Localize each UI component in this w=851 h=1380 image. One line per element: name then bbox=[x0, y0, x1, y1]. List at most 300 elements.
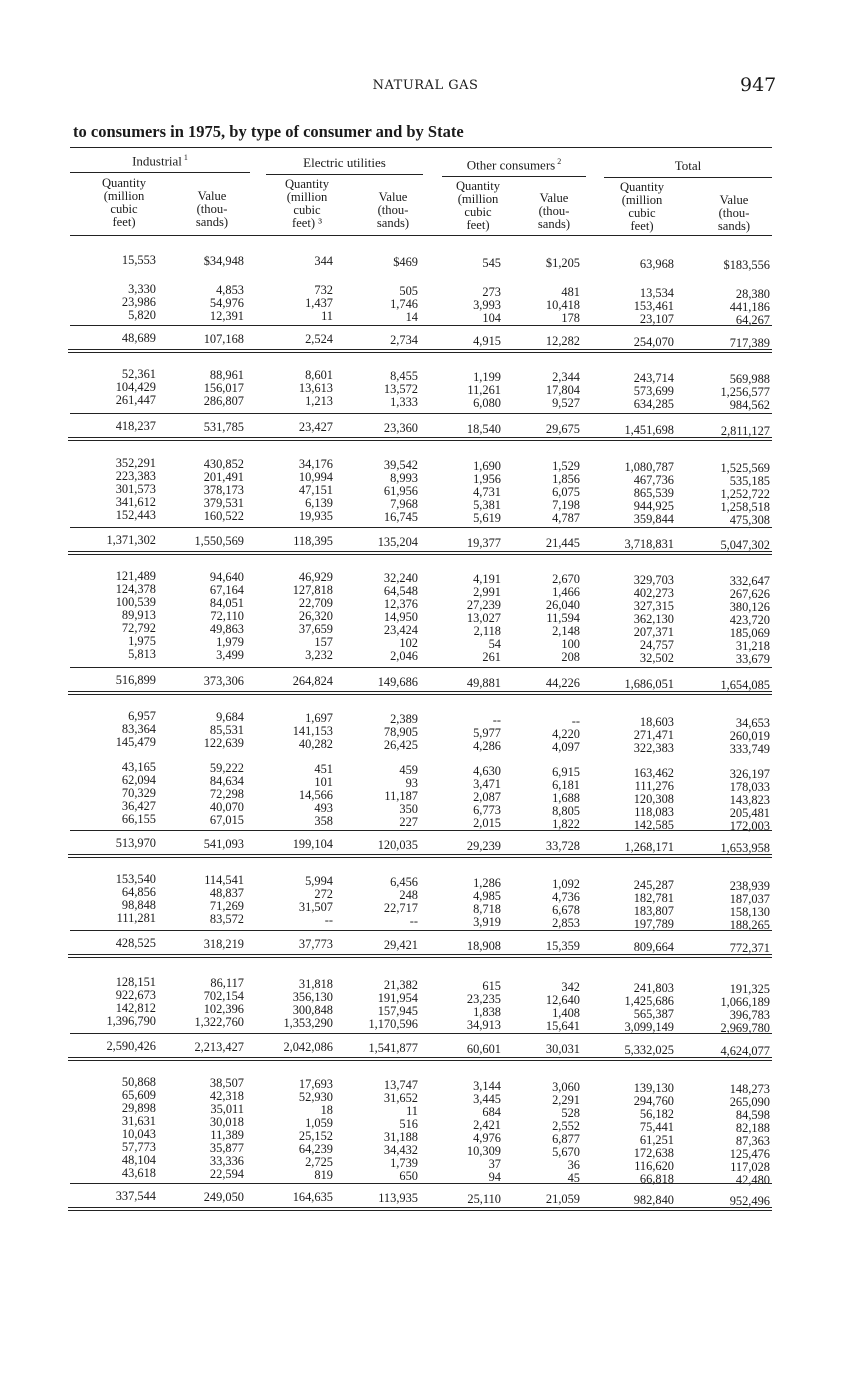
table-cell: 172,638 bbox=[633, 1146, 674, 1161]
table-cell: 271,471 bbox=[633, 728, 674, 743]
table-cell: 33,679 bbox=[735, 651, 770, 666]
table-cell: 865,539 bbox=[633, 486, 674, 501]
table-cell: 116,620 bbox=[634, 1159, 674, 1174]
table-cell: 10,994 bbox=[298, 470, 333, 485]
table-cell: 85,531 bbox=[209, 723, 244, 738]
table-cell: 3,471 bbox=[473, 777, 501, 792]
table-cell: 475,308 bbox=[729, 512, 770, 527]
table-cell: 2,991 bbox=[473, 584, 501, 599]
table-cell: 243,714 bbox=[633, 371, 674, 386]
table-cell: 396,783 bbox=[729, 1008, 770, 1023]
table-cell: 378,173 bbox=[203, 482, 244, 497]
table-cell: 86,117 bbox=[210, 976, 244, 991]
table-cell: 54 bbox=[488, 636, 501, 651]
column-group-label: Total bbox=[674, 158, 702, 173]
table-cell: 267,626 bbox=[729, 586, 770, 601]
table-cell-total: 113,935 bbox=[378, 1191, 418, 1206]
table-cell: 31,507 bbox=[298, 900, 333, 915]
table-cell: 238,939 bbox=[729, 879, 770, 894]
table-cell-total: 135,204 bbox=[377, 535, 418, 550]
table-cell: 350 bbox=[399, 802, 418, 817]
table-cell: 423,720 bbox=[729, 612, 770, 627]
table-cell-total: 23,427 bbox=[298, 420, 333, 435]
table-cell: 87,363 bbox=[735, 1134, 770, 1149]
table-cell: 2,670 bbox=[552, 572, 580, 587]
table-cell: 15,553 bbox=[121, 253, 156, 268]
table-cell: 684 bbox=[482, 1105, 501, 1120]
table-cell: 84,598 bbox=[735, 1108, 770, 1123]
table-cell: 21,382 bbox=[383, 978, 418, 993]
table-cell: 1,525,569 bbox=[720, 460, 770, 475]
table-cell: 1,956 bbox=[473, 471, 501, 486]
table-cell-total: 254,070 bbox=[633, 335, 674, 350]
table-cell-total: 25,110 bbox=[467, 1191, 501, 1206]
table-cell: 516 bbox=[399, 1117, 418, 1132]
table-cell: 62,094 bbox=[121, 773, 156, 788]
table-cell: 3,445 bbox=[473, 1092, 501, 1107]
rule-line bbox=[68, 1210, 772, 1211]
table-cell: 2,389 bbox=[390, 712, 418, 727]
table-cell: 22,594 bbox=[209, 1167, 244, 1182]
table-cell: 32,502 bbox=[639, 651, 674, 666]
rule-line bbox=[68, 437, 772, 438]
table-cell: 33,336 bbox=[209, 1154, 244, 1169]
table-cell: 22,717 bbox=[383, 901, 418, 916]
table-cell: 332,647 bbox=[729, 573, 770, 588]
table-cell: 59,222 bbox=[209, 761, 244, 776]
table-cell: 100 bbox=[561, 637, 580, 652]
table-cell: 1,059 bbox=[305, 1116, 333, 1131]
table-cell: 114,541 bbox=[204, 873, 244, 888]
rule-line bbox=[70, 147, 772, 148]
column-header: Quantity (million cubic feet) bbox=[101, 176, 147, 229]
rule-line bbox=[68, 957, 772, 958]
table-cell-total: 2,524 bbox=[305, 332, 333, 347]
table-cell: 352,291 bbox=[115, 456, 156, 471]
column-group-label: Industrial $^1$ bbox=[132, 153, 188, 169]
table-cell: 265,090 bbox=[729, 1095, 770, 1110]
table-cell: 245,287 bbox=[633, 878, 674, 893]
table-cell: 11 bbox=[406, 1104, 418, 1119]
table-cell: 1,199 bbox=[473, 369, 501, 384]
table-cell: 11 bbox=[321, 309, 333, 324]
rule-line bbox=[68, 551, 772, 552]
table-cell: 1,529 bbox=[552, 459, 580, 474]
table-cell: 650 bbox=[399, 1169, 418, 1184]
table-cell: 11,187 bbox=[384, 789, 418, 804]
table-cell-total: 1,268,171 bbox=[624, 840, 674, 855]
table-cell: 5,619 bbox=[473, 510, 501, 525]
table-cell: 49,863 bbox=[209, 621, 244, 636]
table-cell-total: 18,908 bbox=[466, 938, 501, 953]
table-cell: 1,092 bbox=[552, 877, 580, 892]
table-cell-total: 21,059 bbox=[545, 1192, 580, 1207]
table-cell: 8,805 bbox=[552, 804, 580, 819]
table-cell: 101 bbox=[314, 775, 333, 790]
rule-line bbox=[68, 1060, 772, 1061]
table-cell-total: 373,306 bbox=[203, 673, 244, 688]
table-cell: -- bbox=[571, 714, 580, 729]
table-cell: 4,191 bbox=[473, 571, 501, 586]
table-cell: 12,391 bbox=[209, 308, 244, 323]
table-cell: 26,425 bbox=[383, 738, 418, 753]
table-cell: 4,630 bbox=[473, 764, 501, 779]
table-cell: 341,612 bbox=[115, 495, 156, 510]
table-cell: 28,380 bbox=[735, 286, 770, 301]
table-cell: 156,017 bbox=[203, 380, 244, 395]
table-cell: 481 bbox=[561, 285, 580, 300]
table-cell: 36,427 bbox=[121, 799, 156, 814]
table-cell: 34,432 bbox=[383, 1143, 418, 1158]
table-cell: 26,040 bbox=[545, 598, 580, 613]
table-cell: 83,572 bbox=[209, 912, 244, 927]
table-cell-total: 531,785 bbox=[203, 419, 244, 434]
table-cell: 178 bbox=[561, 311, 580, 326]
table-cell: 3,060 bbox=[552, 1080, 580, 1095]
table-cell: 42,318 bbox=[209, 1089, 244, 1104]
table-cell: 223,383 bbox=[115, 469, 156, 484]
table-cell: 24,757 bbox=[639, 638, 674, 653]
table-cell-total: 772,371 bbox=[729, 940, 770, 955]
table-cell: 379,531 bbox=[203, 495, 244, 510]
table-cell: $1,205 bbox=[545, 256, 580, 271]
rule-line bbox=[70, 1183, 772, 1184]
table-cell-total: 2,811,127 bbox=[720, 423, 770, 438]
table-cell-total: 1,550,569 bbox=[194, 533, 244, 548]
table-cell: 67,015 bbox=[209, 813, 244, 828]
table-cell: 7,968 bbox=[390, 497, 418, 512]
table-cell: 1,822 bbox=[552, 817, 580, 832]
table-cell: 380,126 bbox=[729, 599, 770, 614]
table-cell: 152,443 bbox=[115, 508, 156, 523]
table-cell: 11,594 bbox=[546, 611, 580, 626]
table-cell: 16,745 bbox=[383, 510, 418, 525]
table-cell: $469 bbox=[393, 255, 418, 270]
table-cell: 207,371 bbox=[633, 625, 674, 640]
table-cell: 89,913 bbox=[121, 608, 156, 623]
table-cell-total: 982,840 bbox=[633, 1193, 674, 1208]
table-cell: 125,476 bbox=[729, 1147, 770, 1162]
table-cell: 31,818 bbox=[298, 977, 333, 992]
table-cell: 34,176 bbox=[298, 457, 333, 472]
column-header: Value (thou- sands) bbox=[195, 189, 229, 229]
table-cell-total: 33,728 bbox=[545, 839, 580, 854]
rule-line bbox=[68, 349, 772, 350]
table-cell-total: 118,395 bbox=[293, 534, 333, 549]
table-cell-total: 3,718,831 bbox=[624, 537, 674, 552]
table-cell: 430,852 bbox=[203, 456, 244, 471]
table-cell: 182,781 bbox=[633, 891, 674, 906]
table-cell: 78,905 bbox=[383, 725, 418, 740]
table-cell-total: 199,104 bbox=[292, 837, 333, 852]
table-cell: 273 bbox=[482, 284, 501, 299]
table-cell: 451 bbox=[314, 762, 333, 777]
table-cell: 441,186 bbox=[729, 299, 770, 314]
table-cell: 261 bbox=[482, 649, 501, 664]
table-cell-total: 717,389 bbox=[729, 335, 770, 350]
table-cell: 1,080,787 bbox=[624, 460, 674, 475]
table-cell-total: 29,239 bbox=[466, 838, 501, 853]
table-cell: 6,915 bbox=[552, 765, 580, 780]
table-cell: 362,130 bbox=[633, 612, 674, 627]
table-cell: 82,188 bbox=[735, 1121, 770, 1136]
table-cell: 1,066,189 bbox=[720, 995, 770, 1010]
rule-line bbox=[70, 830, 772, 831]
table-cell: 31,652 bbox=[383, 1091, 418, 1106]
rule-line bbox=[70, 413, 772, 414]
table-cell: 163,462 bbox=[633, 766, 674, 781]
table-cell-total: 513,970 bbox=[115, 836, 156, 851]
table-cell: 1,286 bbox=[473, 876, 501, 891]
table-cell-total: 2,734 bbox=[390, 333, 418, 348]
table-cell: 2,969,780 bbox=[720, 1021, 770, 1036]
table-cell: 5,994 bbox=[305, 874, 333, 889]
table-cell: 13,027 bbox=[466, 610, 501, 625]
table-cell: 121,489 bbox=[115, 569, 156, 584]
table-cell: -- bbox=[409, 914, 418, 929]
table-cell: 183,807 bbox=[633, 904, 674, 919]
rule-line bbox=[70, 235, 772, 236]
table-cell: 2,015 bbox=[473, 816, 501, 831]
table-cell: 18,603 bbox=[639, 715, 674, 730]
table-cell: 4,787 bbox=[552, 511, 580, 526]
table-cell: 48,837 bbox=[209, 886, 244, 901]
table-cell: 2,087 bbox=[473, 790, 501, 805]
table-caption: to consumers in 1975, by type of consumer and by State bbox=[73, 122, 464, 141]
table-cell-total: 15,359 bbox=[545, 939, 580, 954]
table-cell: 6,139 bbox=[305, 496, 333, 511]
table-cell-total: 1,371,302 bbox=[106, 533, 156, 548]
table-cell-total: 541,093 bbox=[203, 836, 244, 851]
table-cell: 10,309 bbox=[466, 1144, 501, 1159]
table-cell: 201,491 bbox=[203, 469, 244, 484]
table-cell: 157 bbox=[314, 635, 333, 650]
table-cell-total: 2,590,426 bbox=[106, 1039, 156, 1054]
table-cell: 31,218 bbox=[735, 638, 770, 653]
table-cell: 294,760 bbox=[633, 1094, 674, 1109]
table-cell-total: 952,496 bbox=[729, 1193, 770, 1208]
table-cell: 67,164 bbox=[209, 582, 244, 597]
table-cell: 286,807 bbox=[203, 393, 244, 408]
table-cell: 819 bbox=[314, 1168, 333, 1183]
table-cell: 34,913 bbox=[466, 1018, 501, 1033]
table-cell-total: 12,282 bbox=[545, 334, 580, 349]
table-cell: 57,773 bbox=[121, 1140, 156, 1155]
table-cell: 2,118 bbox=[473, 623, 501, 638]
table-cell-total: 19,377 bbox=[466, 535, 501, 550]
table-cell: 944,925 bbox=[633, 499, 674, 514]
table-cell: 46,929 bbox=[298, 570, 333, 585]
table-cell: 5,820 bbox=[128, 308, 156, 323]
table-cell: 98,848 bbox=[121, 898, 156, 913]
table-cell: 493 bbox=[314, 801, 333, 816]
table-cell: 191,325 bbox=[729, 982, 770, 997]
table-cell: 66,155 bbox=[121, 812, 156, 827]
table-cell: 45 bbox=[567, 1171, 580, 1186]
table-cell: 10,418 bbox=[545, 298, 580, 313]
table-cell: 2,853 bbox=[552, 916, 580, 931]
table-cell: 326,197 bbox=[729, 767, 770, 782]
table-cell: 329,703 bbox=[633, 573, 674, 588]
table-cell: 191,954 bbox=[377, 991, 418, 1006]
table-cell: 26,320 bbox=[298, 609, 333, 624]
table-cell: 23,107 bbox=[639, 312, 674, 327]
table-cell: 1,333 bbox=[390, 395, 418, 410]
table-cell: 208 bbox=[561, 650, 580, 665]
table-cell: 545 bbox=[482, 255, 501, 270]
table-cell: 13,613 bbox=[298, 381, 333, 396]
table-cell-total: 2,213,427 bbox=[194, 1039, 244, 1054]
table-cell: 565,387 bbox=[633, 1007, 674, 1022]
rule-line bbox=[70, 527, 772, 528]
table-cell: 5,813 bbox=[128, 647, 156, 662]
table-cell: -- bbox=[492, 713, 501, 728]
table-cell: 2,291 bbox=[552, 1093, 580, 1108]
table-cell: 3,499 bbox=[216, 647, 244, 662]
table-cell: 4,286 bbox=[473, 739, 501, 754]
table-cell: 9,527 bbox=[552, 396, 580, 411]
table-cell-total: 418,237 bbox=[115, 419, 156, 434]
table-cell: 2,148 bbox=[552, 624, 580, 639]
table-cell: 17,693 bbox=[298, 1077, 333, 1092]
table-cell: 128,151 bbox=[115, 975, 156, 990]
table-cell: 72,110 bbox=[210, 608, 244, 623]
table-cell: 3,099,149 bbox=[624, 1020, 674, 1035]
table-cell: 104 bbox=[482, 310, 501, 325]
table-cell: 300,848 bbox=[292, 1003, 333, 1018]
table-cell: 35,011 bbox=[210, 1102, 244, 1117]
table-cell: 50,868 bbox=[121, 1075, 156, 1090]
table-cell-total: 149,686 bbox=[377, 675, 418, 690]
table-cell: 1,170,596 bbox=[368, 1017, 418, 1032]
table-cell: 32,240 bbox=[383, 571, 418, 586]
table-cell-total: 4,915 bbox=[473, 333, 501, 348]
table-cell: 22,709 bbox=[298, 596, 333, 611]
table-cell: 2,421 bbox=[473, 1118, 501, 1133]
table-cell: 344 bbox=[314, 254, 333, 269]
table-cell-total: 264,824 bbox=[292, 674, 333, 689]
table-cell: 40,070 bbox=[209, 800, 244, 815]
table-cell-total: 30,031 bbox=[545, 1042, 580, 1057]
table-cell-total: 164,635 bbox=[292, 1190, 333, 1205]
table-cell: 142,812 bbox=[115, 1001, 156, 1016]
table-cell: 5,670 bbox=[552, 1145, 580, 1160]
table-cell-total: 21,445 bbox=[545, 536, 580, 551]
table-cell: 84,051 bbox=[209, 595, 244, 610]
table-cell: 4,976 bbox=[473, 1131, 501, 1146]
table-cell-total: 5,047,302 bbox=[720, 537, 770, 552]
table-cell: 61,251 bbox=[639, 1133, 674, 1148]
table-cell: 29,898 bbox=[121, 1101, 156, 1116]
table-cell-total: 337,544 bbox=[115, 1189, 156, 1204]
table-cell: 31,631 bbox=[121, 1114, 156, 1129]
table-cell-total: 318,219 bbox=[203, 936, 244, 951]
table-cell: 922,673 bbox=[115, 988, 156, 1003]
table-cell: 6,678 bbox=[552, 903, 580, 918]
table-cell: 1,252,722 bbox=[720, 486, 770, 501]
rule-line bbox=[68, 691, 772, 692]
table-cell: 272 bbox=[314, 887, 333, 902]
table-cell: 301,573 bbox=[115, 482, 156, 497]
rule-line bbox=[70, 1033, 772, 1034]
table-cell: 197,789 bbox=[633, 917, 674, 932]
column-header: Quantity (million cubic feet) bbox=[455, 179, 501, 232]
table-cell: 327,315 bbox=[633, 599, 674, 614]
table-cell: 1,746 bbox=[390, 297, 418, 312]
table-cell: 66,818 bbox=[639, 1172, 674, 1187]
table-cell: 25,152 bbox=[298, 1129, 333, 1144]
rule-line bbox=[70, 667, 772, 668]
table-cell: 100,539 bbox=[115, 595, 156, 610]
table-cell: 94,640 bbox=[209, 569, 244, 584]
table-cell: 72,792 bbox=[121, 621, 156, 636]
table-cell: 8,718 bbox=[473, 902, 501, 917]
table-cell: 23,424 bbox=[383, 623, 418, 638]
table-cell: 322,383 bbox=[633, 741, 674, 756]
table-cell: 5,977 bbox=[473, 726, 501, 741]
table-cell: 1,739 bbox=[390, 1156, 418, 1171]
table-cell: 8,601 bbox=[305, 368, 333, 383]
table-cell: -- bbox=[324, 913, 333, 928]
table-cell: 6,773 bbox=[473, 803, 501, 818]
table-cell: 1,256,577 bbox=[720, 384, 770, 399]
table-cell: 3,330 bbox=[128, 282, 156, 297]
table-cell-total: 249,050 bbox=[203, 1189, 244, 1204]
table-cell: 732 bbox=[314, 283, 333, 298]
table-cell-total: 120,035 bbox=[377, 838, 418, 853]
table-cell: 84,634 bbox=[209, 774, 244, 789]
rule-line bbox=[68, 854, 772, 855]
table-cell: 23,986 bbox=[121, 295, 156, 310]
table-cell: 615 bbox=[482, 979, 501, 994]
table-cell: 64,856 bbox=[121, 885, 156, 900]
table-cell: 10,043 bbox=[121, 1127, 156, 1142]
table-cell: 48,104 bbox=[121, 1153, 156, 1168]
table-cell: 1,258,518 bbox=[720, 499, 770, 514]
table-cell: 1,425,686 bbox=[624, 994, 674, 1009]
table-cell: 569,988 bbox=[729, 371, 770, 386]
table-cell: 4,736 bbox=[552, 890, 580, 905]
table-cell-total: 18,540 bbox=[466, 421, 501, 436]
table-cell: 17,804 bbox=[545, 383, 580, 398]
table-cell: 505 bbox=[399, 284, 418, 299]
table-cell: 358 bbox=[314, 814, 333, 829]
table-cell: 12,376 bbox=[383, 597, 418, 612]
table-cell: 47,151 bbox=[298, 483, 333, 498]
table-cell: 1,466 bbox=[552, 585, 580, 600]
rule-line bbox=[604, 177, 772, 178]
table-cell: 34,653 bbox=[735, 716, 770, 731]
table-cell: 141,153 bbox=[292, 724, 333, 739]
table-cell: 7,198 bbox=[552, 498, 580, 513]
table-cell: 142,585 bbox=[633, 818, 674, 833]
rule-line bbox=[68, 554, 772, 555]
table-cell: 72,298 bbox=[209, 787, 244, 802]
table-cell: 6,877 bbox=[552, 1132, 580, 1147]
table-cell: 260,019 bbox=[729, 729, 770, 744]
table-cell: 31,188 bbox=[383, 1130, 418, 1145]
table-cell: 172,003 bbox=[729, 819, 770, 834]
table-cell: 37 bbox=[488, 1157, 501, 1172]
table-cell: 6,075 bbox=[552, 485, 580, 500]
table-cell: 5,381 bbox=[473, 497, 501, 512]
table-cell: 75,441 bbox=[639, 1120, 674, 1135]
table-cell: 1,213 bbox=[305, 394, 333, 409]
table-cell: 241,803 bbox=[633, 981, 674, 996]
table-cell: 43,618 bbox=[121, 1166, 156, 1181]
table-cell: 13,534 bbox=[639, 286, 674, 301]
table-cell: 71,269 bbox=[209, 899, 244, 914]
